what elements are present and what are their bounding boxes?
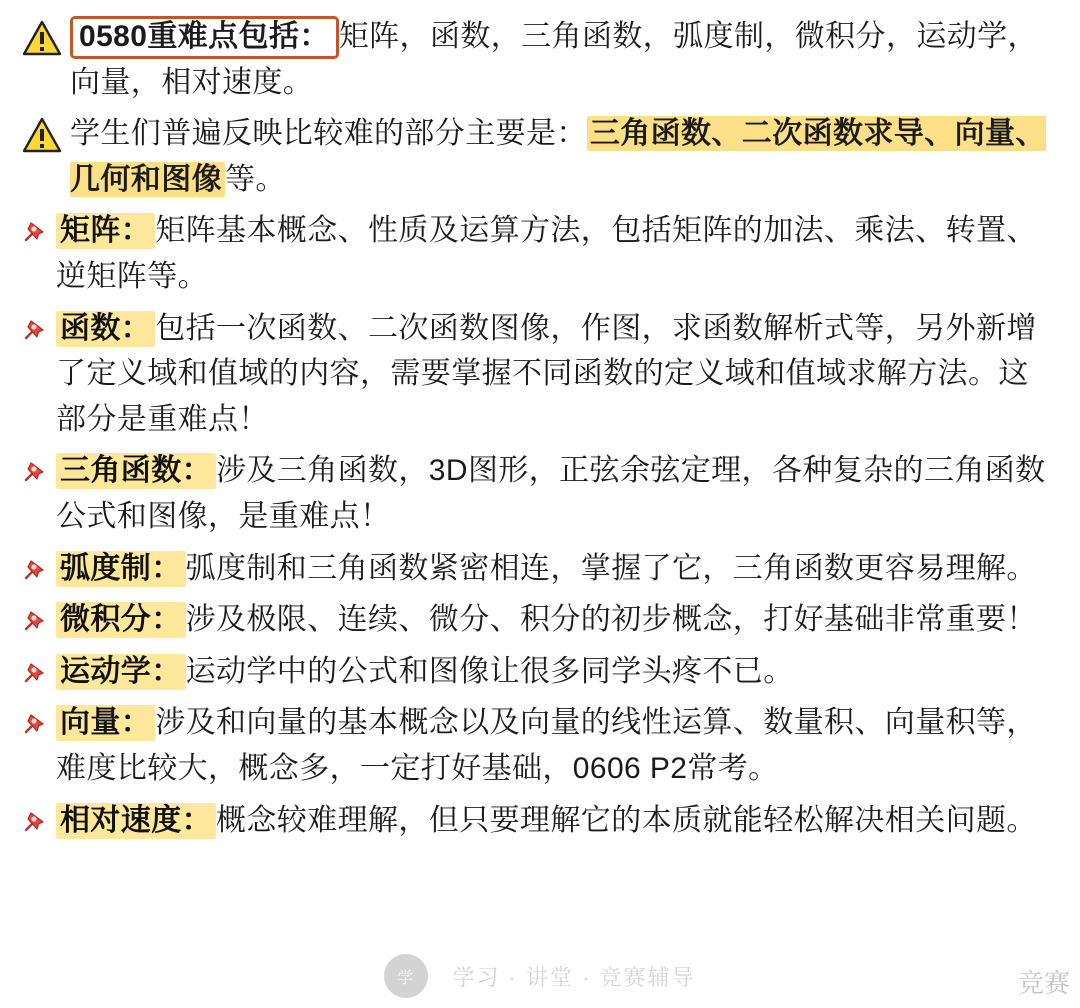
watermark-text: 学习 · 讲堂 · 竞赛辅导 [452,964,696,990]
function-term: 函数： [56,311,155,347]
matrix-body: 矩阵基本概念、性质及运算方法，包括矩阵的加法、乘法、转置、逆矩阵等。 [56,214,1037,293]
paragraph-overview [22,14,1050,105]
function-body: 包括一次函数、二次函数图像，作图，求函数解析式等，另外新增了定义域和值域的内容，需要掌握不同函数的定义域和值域求解方法。这部分是重难点！ [56,311,1037,436]
paragraph-calculus [22,597,1050,643]
warning-triangle-icon [22,111,70,157]
calculus-body: 涉及极限、连续、微分、积分的初步概念，打好基础非常重要！ [185,603,1037,637]
function-text [56,306,1050,443]
radian-body: 弧度制和三角函数紧密相连，掌握了它，三角函数更容易理解。 [185,551,1037,585]
pushpin-icon [22,700,56,740]
pushpin-icon [22,306,56,346]
difficult-parts-text [70,111,1050,202]
trigonometry-body: 涉及三角函数，3D图形，正弦余弦定理，各种复杂的三角函数公式和图像，是重难点！ [56,454,1046,533]
vector-text [56,700,1050,791]
trigonometry-term: 三角函数： [56,453,216,489]
overview-boxed-label: 0580重难点包括： [70,16,339,59]
matrix-text [56,208,1050,299]
watermark-right: 竞赛 [1017,968,1070,998]
watermark-logo: 学 [384,954,428,998]
kinematics-body: 运动学中的公式和图像让很多同学头疼不已。 [185,654,794,688]
pushpin-icon [22,208,56,248]
relative-velocity-body: 概念较难理解，但只要理解它的本质就能轻松解决相关问题。 [216,803,1037,837]
paragraph-function [22,306,1050,443]
paragraph-relative-velocity [22,798,1050,844]
paragraph-vector [22,700,1050,791]
trigonometry-text [56,448,1050,539]
overview-body: 矩阵，函数，三角函数，弧度制，微积分，运动学，向量，相对速度。 [70,20,1038,99]
watermark [0,946,1080,1006]
kinematics-text [56,649,1050,695]
paragraph-radian [22,546,1050,592]
kinematics-term: 运动学： [56,654,186,690]
pushpin-icon [22,448,56,488]
difficult-parts-tail: 等。 [225,162,286,196]
paragraph-trigonometry [22,448,1050,539]
pushpin-icon [22,546,56,586]
pushpin-icon [22,798,56,838]
difficult-parts-highlight: 三角函数、二次函数求导、向量、几何和图像 [70,117,1046,196]
pushpin-icon [22,649,56,689]
calculus-term: 微积分： [56,602,186,638]
relative-velocity-term: 相对速度： [56,803,216,839]
warning-triangle-icon [22,14,70,60]
vector-term: 向量： [56,705,155,741]
matrix-term: 矩阵： [56,213,155,249]
radian-term: 弧度制： [56,551,186,587]
paragraph-difficult-parts [22,111,1050,202]
calculus-text [56,597,1050,643]
paragraph-matrix [22,208,1050,299]
pushpin-icon [22,597,56,637]
overview-text [70,14,1050,105]
radian-text [56,546,1050,592]
paragraph-kinematics [22,649,1050,695]
vector-body: 涉及和向量的基本概念以及向量的线性运算、数量积、向量积等，难度比较大，概念多，一定打好基础，0606 P2常考。 [56,706,1037,785]
difficult-parts-lead: 学生们普遍反映比较难的部分主要是： [70,117,587,151]
relative-velocity-text [56,798,1050,844]
